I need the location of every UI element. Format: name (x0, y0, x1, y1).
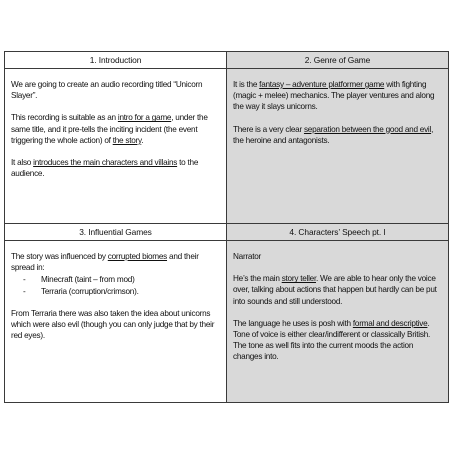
intro-underlined-game: intro for a game (117, 113, 172, 123)
intro-text: , under the same title, and it pre-tells the inciting incident (the event triggering the whole action) of (11, 113, 208, 145)
intro-text: This recording is suitable as an (11, 113, 118, 123)
cell-body-influential-games (5, 241, 226, 341)
cell-body-characters-speech (227, 241, 448, 363)
speech-paragraph-3 (233, 318, 442, 363)
cell-body-genre (227, 69, 448, 146)
cell-title-characters-speech: 4. Characters’ Speech pt. I (227, 224, 448, 241)
genre-text: with fighting (magic + melee) mechanics. The player ventures and along the way it slays unicorns. (233, 80, 435, 112)
speech-paragraph-1: Narrator (233, 252, 262, 261)
speech-underlined-storyteller: story teller (281, 274, 316, 284)
cell-introduction (5, 52, 227, 224)
intro-paragraph-3 (11, 157, 220, 179)
cell-title-influential-games: 3. Influential Games (5, 224, 226, 241)
speech-text: The language he uses is posh with (233, 318, 353, 328)
speech-paragraph-2 (233, 273, 442, 307)
list-item: - Minecraft (taint – from mod) (41, 274, 220, 285)
genre-underlined-fantasy: fantasy – adventure platformer game (259, 80, 385, 89)
genre-text: It is the (233, 80, 260, 89)
influential-text: and their spread in: (11, 252, 199, 273)
list-item: - Terraria (corruption/crimson). (41, 286, 220, 297)
cell-characters-speech (227, 224, 448, 402)
intro-text: It also (11, 158, 34, 168)
intro-text: to the audience. (11, 158, 199, 179)
cell-title-genre: 2. Genre of Game (227, 52, 448, 69)
intro-underlined-characters: introduces the main characters and villains (33, 158, 178, 168)
cell-body-introduction (5, 69, 226, 179)
cell-influential-games (5, 224, 227, 402)
speech-text: He’s the main (233, 274, 282, 284)
genre-text: There is a very clear (233, 124, 304, 134)
genre-underlined-separation: separation between the good and evil (303, 124, 432, 134)
influential-underlined-biomes: corrupted biomes (107, 252, 168, 261)
intro-paragraph-1: We are going to create an audio recording titled “Unicorn Slayer”. (11, 80, 203, 101)
speech-text: . Tone of voice is either clear/indifferent or classically British. The tone as well fits into the current moods the action changes into. (233, 318, 431, 362)
speech-text: . We are able to hear only the voice over, talking about actions that happen but hardly can be put into sounds and still understood. (233, 274, 437, 306)
influential-text: The story was influenced by (11, 252, 108, 261)
influential-paragraph-2: From Terraria there was also taken the idea about unicorns which were also evil (though you can only judge that by their red eyes). (11, 308, 215, 341)
influential-paragraph-1 (11, 251, 220, 273)
intro-text: . (141, 135, 144, 145)
genre-paragraph-2 (233, 124, 442, 146)
intro-paragraph-2 (11, 112, 220, 146)
speech-underlined-formal: formal and descriptive (352, 318, 428, 328)
cell-title-introduction: 1. Introduction (5, 52, 226, 69)
intro-underlined-story: the story (112, 135, 142, 145)
influential-games-list (11, 274, 220, 296)
document-table (4, 51, 449, 403)
cell-genre (227, 52, 448, 224)
genre-text: , the heroine and antagonists. (233, 124, 434, 145)
genre-paragraph-1 (233, 79, 442, 113)
